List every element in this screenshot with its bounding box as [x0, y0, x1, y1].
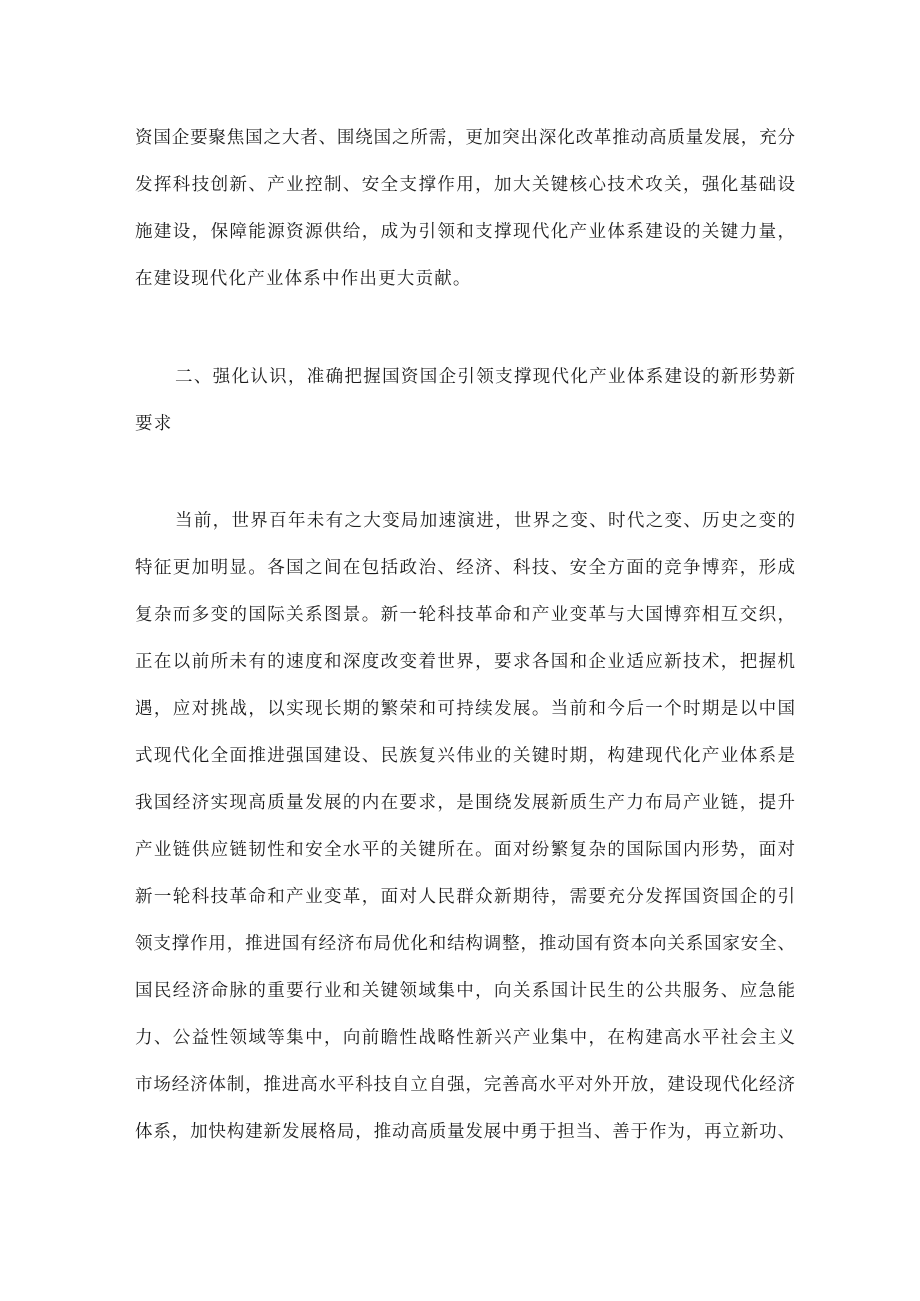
paragraph-2-line-7: 我国经济实现高质量发展的内在要求，是围绕发展新质生产力布局产业链，提升: [135, 793, 795, 813]
paragraph-2-line-13: 市场经济体制，推进高水平科技自立自强，完善高水平对外开放，建设现代化经济: [135, 1075, 795, 1095]
paragraph-1-line-4: 在建设现代化产业体系中作出更大贡献。: [135, 269, 472, 289]
section-heading-line-1: 二、强化认识，准确把握国资国企引领支撑现代化产业体系建设的新形势新: [175, 367, 795, 387]
paragraph-1-line-3: 施建设，保障能源资源供给，成为引领和支撑现代化产业体系建设的关键力量，: [135, 222, 795, 242]
paragraph-2-line-14: 体系，加快构建新发展格局，推动高质量发展中勇于担当、善于作为，再立新功、: [135, 1122, 795, 1142]
paragraph-2-line-5: 遇，应对挑战，以实现长期的繁荣和可持续发展。当前和今后一个时期是以中国: [135, 699, 795, 719]
paragraph-2-line-12: 力、公益性领域等集中，向前瞻性战略性新兴产业集中，在构建高水平社会主义: [135, 1028, 795, 1048]
paragraph-1-line-2: 发挥科技创新、产业控制、安全支撑作用，加大关键核心技术攻关，强化基础设: [135, 175, 795, 195]
paragraph-2-line-3: 复杂而多变的国际关系图景。新一轮科技革命和产业变革与大国博弈相互交织，: [135, 605, 795, 625]
paragraph-1-line-1: 资国企要聚焦国之大者、围绕国之所需，更加突出深化改革推动高质量发展，充分: [135, 128, 795, 148]
paragraph-2-line-4: 正在以前所未有的速度和深度改变着世界，要求各国和企业适应新技术，把握机: [135, 652, 795, 672]
section-heading-line-2: 要求: [135, 414, 173, 434]
paragraph-2-line-2: 特征更加明显。各国之间在包括政治、经济、科技、安全方面的竞争博弈，形成: [135, 558, 795, 578]
paragraph-2-line-10: 领支撑作用，推进国有经济布局优化和结构调整，推动国有资本向关系国家安全、: [135, 934, 795, 954]
paragraph-2-line-8: 产业链供应链韧性和安全水平的关键所在。面对纷繁复杂的国际国内形势，面对: [135, 840, 795, 860]
paragraph-2-line-11: 国民经济命脉的重要行业和关键领域集中，向关系国计民生的公共服务、应急能: [135, 981, 795, 1001]
paragraph-2-line-1: 当前，世界百年未有之大变局加速演进，世界之变、时代之变、历史之变的: [175, 511, 795, 531]
paragraph-2-line-9: 新一轮科技革命和产业变革，面对人民群众新期待，需要充分发挥国资国企的引: [135, 887, 795, 907]
paragraph-2-line-6: 式现代化全面推进强国建设、民族复兴伟业的关键时期，构建现代化产业体系是: [135, 746, 795, 766]
